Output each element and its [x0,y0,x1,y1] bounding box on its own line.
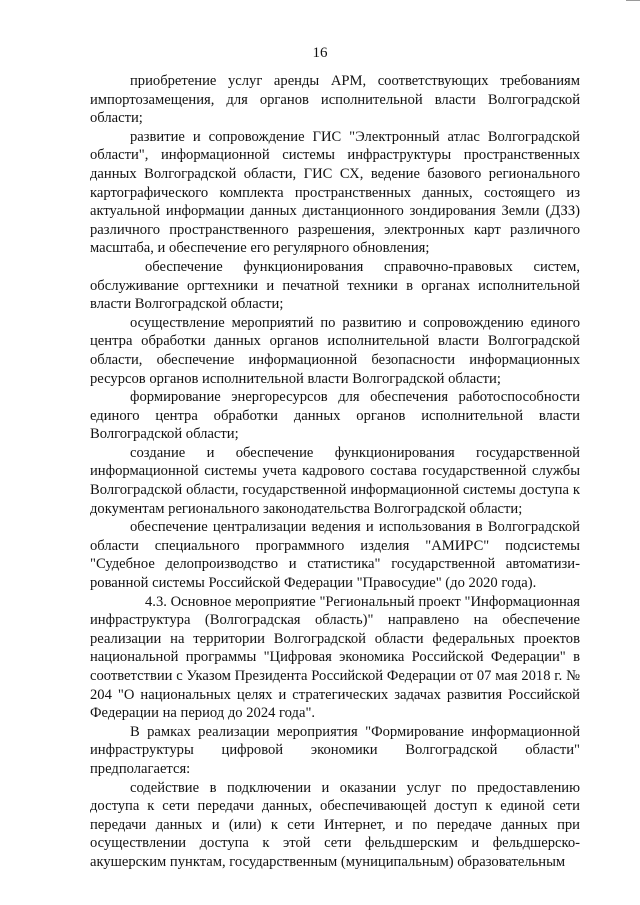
page-number: 16 [312,45,328,61]
paragraph-amirs: обеспечение централизации ведения и использования в Волгоградской области специального программного изделия "АМИРС" подсистемы "Судебное делопроизводство и статистика" государственной автоматизированной системы Российской Федерации "Правосудие" (до 2020 года). [90,519,580,592]
paragraph-network-access: содействие в подключении и оказании услуг по предоставлению доступа к сети передачи данных, обеспечивающей доступ к единой сети передачи данных и (или) к сети Интернет, и по передаче данных при осуществлении доступа к этой сети фельдшерским и фельдшерско-акушерским пунктам, государственным (муниципальным) образовательным [90,779,580,870]
scan-edge-mark [626,0,640,4]
paragraph-energy-resources: формирование энергоресурсов для обеспечения работоспособности единого центра обработки данных органов исполнительной власти Волгоградской области; [90,389,580,443]
paragraph-section-4-3: 4.3. Основное мероприятие "Региональный проект "Информационная инфраструктура (Волгоградская область)" направлено на обеспечение реализации на территории Волгоградской области федеральных проектов национальной программы "Цифровая экономика Российской Федерации" в соответствии с Указом Президента Российской Федерации от 07 мая 2018 г. № 204 "О национальных целях и стратегических задачах развития Российской Федерации на период до 2024 года". [90,593,580,722]
paragraph-measure-intro: В рамках реализации мероприятия "Формирование информационной инфраструктуры цифровой экономики Волгоградской области" предполагается: [90,723,580,777]
paragraph-gis-atlas: развитие и сопровождение ГИС "Электронный атлас Волгоградской области", информационной системы инфраструктуры пространственных данных Волгоградской области, ГИС СХ, ведение базового регионального картографического комплекта пространственных данных, состоящего из актуальной информации данных дистанционного зондирования Земли (ДЗЗ) различного пространственного разрешения, электронных карт различного масштаба, и обеспечение его регулярного обновления; [90,128,580,257]
paragraph-arm-lease: приобретение услуг аренды АРМ, соответствующих требованиям импортозамещения, для органов исполнительной власти Волгоградской области; [90,73,580,127]
document-body [90,72,580,872]
paragraph-hr-system: создание и обеспечение функционирования государственной информационной системы учета кадрового состава государственной службы Волгоградской области, государственной информационной системы доступа к документам регионального законодательства Волгоградской области; [90,444,580,517]
paragraph-legal-systems: обеспечение функционирования справочно-правовых систем, обслуживание оргтехники и печатной техники в органах исполнительной власти Волгоградской области; [90,258,580,313]
paragraph-data-center: осуществление мероприятий по развитию и сопровождению единого центра обработки данных органов исполнительной власти Волгоградской области, обеспечение информационной безопасности информационных ресурсов органов исполнительной власти Волгоградской области; [90,314,580,387]
